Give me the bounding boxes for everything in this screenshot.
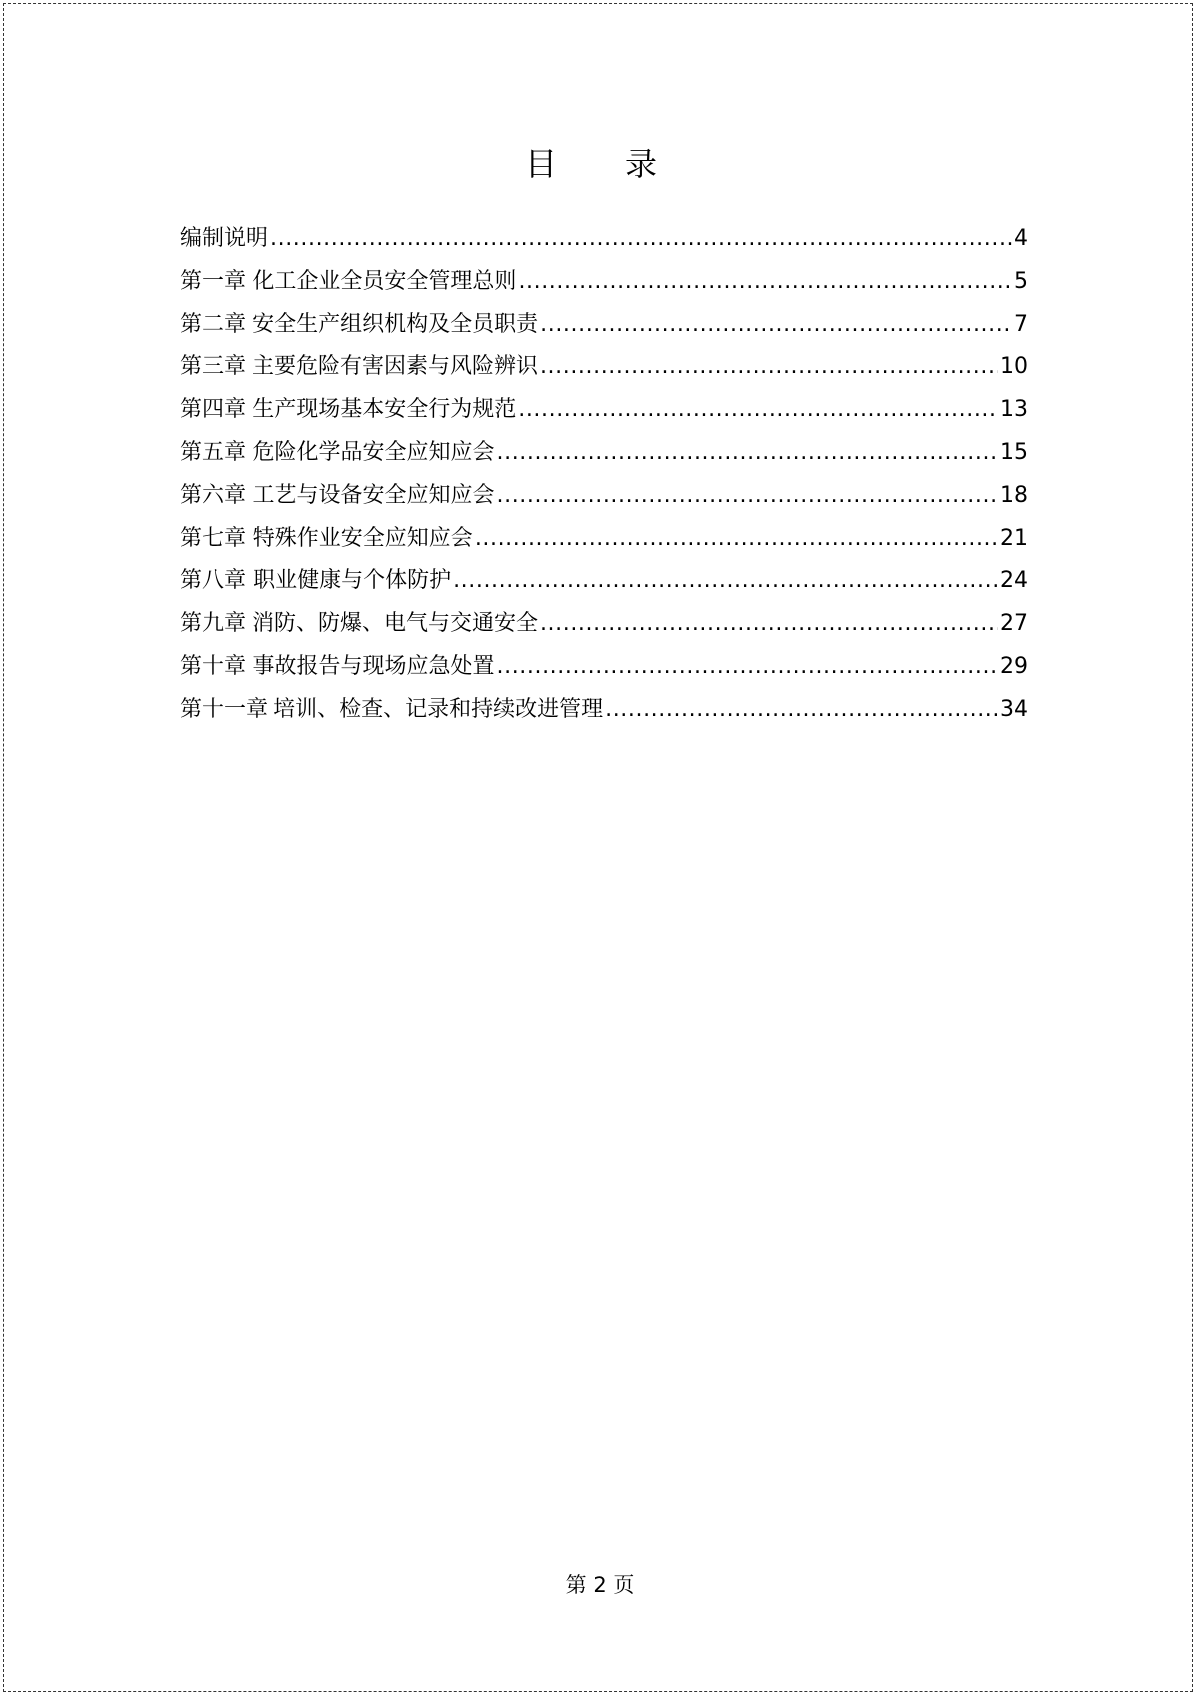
toc-leader-dots xyxy=(605,689,998,732)
toc-leader-dots xyxy=(497,475,998,518)
toc-entry-title: 职业健康与个体防护 xyxy=(253,568,452,594)
toc-entry-title: 特殊作业安全应知应会 xyxy=(252,525,473,551)
toc-entry-chapter-9[interactable] xyxy=(180,603,1028,646)
toc-entry-chapter-10[interactable] xyxy=(180,646,1028,689)
toc-leader-dots xyxy=(270,218,1012,261)
toc-page-number: 18 xyxy=(1000,482,1028,508)
toc-page-number: 7 xyxy=(1014,311,1028,337)
toc-chapter-number: 第二章 xyxy=(180,311,247,337)
toc-leader-dots xyxy=(540,304,1012,347)
toc-page-number: 34 xyxy=(1000,696,1028,722)
toc-leader-dots xyxy=(518,261,1012,304)
toc-entry-chapter-6[interactable] xyxy=(180,475,1028,518)
toc-page-number: 21 xyxy=(1000,525,1028,551)
toc-entry-title: 工艺与设备安全应知应会 xyxy=(252,482,495,508)
toc-entry-title: 安全生产组织机构及全员职责 xyxy=(252,311,539,337)
toc-page-number: 29 xyxy=(1000,653,1028,679)
toc-entry-title: 主要危险有害因素与风险辨识 xyxy=(251,354,538,380)
toc-page-number: 4 xyxy=(1014,226,1028,251)
toc-entry-title: 危险化学品安全应知应会 xyxy=(252,439,495,465)
toc-leader-dots xyxy=(475,518,998,561)
toc-page-number: 10 xyxy=(1000,354,1028,380)
toc-entry-chapter-11[interactable] xyxy=(180,689,1028,733)
toc-chapter-number: 第五章 xyxy=(180,439,247,465)
toc-entry-chapter-3[interactable] xyxy=(180,346,1028,389)
toc-title: 目 录 xyxy=(524,145,675,183)
toc-page-number: 5 xyxy=(1014,268,1028,294)
toc-entry-chapter-2[interactable] xyxy=(180,304,1028,347)
toc-chapter-number: 第四章 xyxy=(180,397,247,423)
toc-entry-title: 事故报告与现场应急处置 xyxy=(252,653,495,679)
toc-chapter-number: 第十一章 xyxy=(180,696,269,722)
toc-entry-title: 消防、防爆、电气与交通安全 xyxy=(251,611,538,637)
toc-entry-chapter-7[interactable] xyxy=(180,518,1028,561)
toc-page-number: 24 xyxy=(1000,568,1028,594)
toc-entry-title: 化工企业全员安全管理总则 xyxy=(252,268,517,294)
toc-leader-dots xyxy=(540,603,998,646)
toc-page-number: 15 xyxy=(1000,439,1028,465)
toc-chapter-number: 第八章 xyxy=(180,568,247,594)
toc-leader-dots xyxy=(540,346,998,389)
toc-entry-chapter-1[interactable] xyxy=(180,261,1028,304)
toc-entry-title: 培训、检查、记录和持续改进管理 xyxy=(273,696,604,722)
toc-chapter-number: 第七章 xyxy=(180,525,247,551)
toc-leader-dots xyxy=(518,389,998,432)
toc-chapter-number: 第三章 xyxy=(180,354,247,380)
toc-chapter-number: 第十章 xyxy=(180,653,247,679)
toc-chapter-number: 第六章 xyxy=(180,482,247,508)
toc-leader-dots xyxy=(453,560,998,603)
toc-entry-chapter-5[interactable] xyxy=(180,432,1028,475)
table-of-contents xyxy=(180,218,1028,733)
toc-chapter-number: 第一章 xyxy=(180,268,247,294)
toc-entry-title: 生产现场基本安全行为规范 xyxy=(252,397,517,423)
toc-chapter-number: 第九章 xyxy=(180,611,247,637)
toc-leader-dots xyxy=(497,646,998,689)
toc-entry-preface[interactable] xyxy=(180,218,1028,261)
toc-entry-chapter-8[interactable] xyxy=(180,560,1028,603)
toc-entry-chapter-4[interactable] xyxy=(180,389,1028,432)
toc-page-number: 13 xyxy=(1000,397,1028,423)
toc-leader-dots xyxy=(497,432,998,475)
page-number-footer: 第 2 页 xyxy=(565,1573,635,1597)
toc-page-number: 27 xyxy=(1000,611,1028,637)
toc-entry-title: 编制说明 xyxy=(180,226,269,251)
